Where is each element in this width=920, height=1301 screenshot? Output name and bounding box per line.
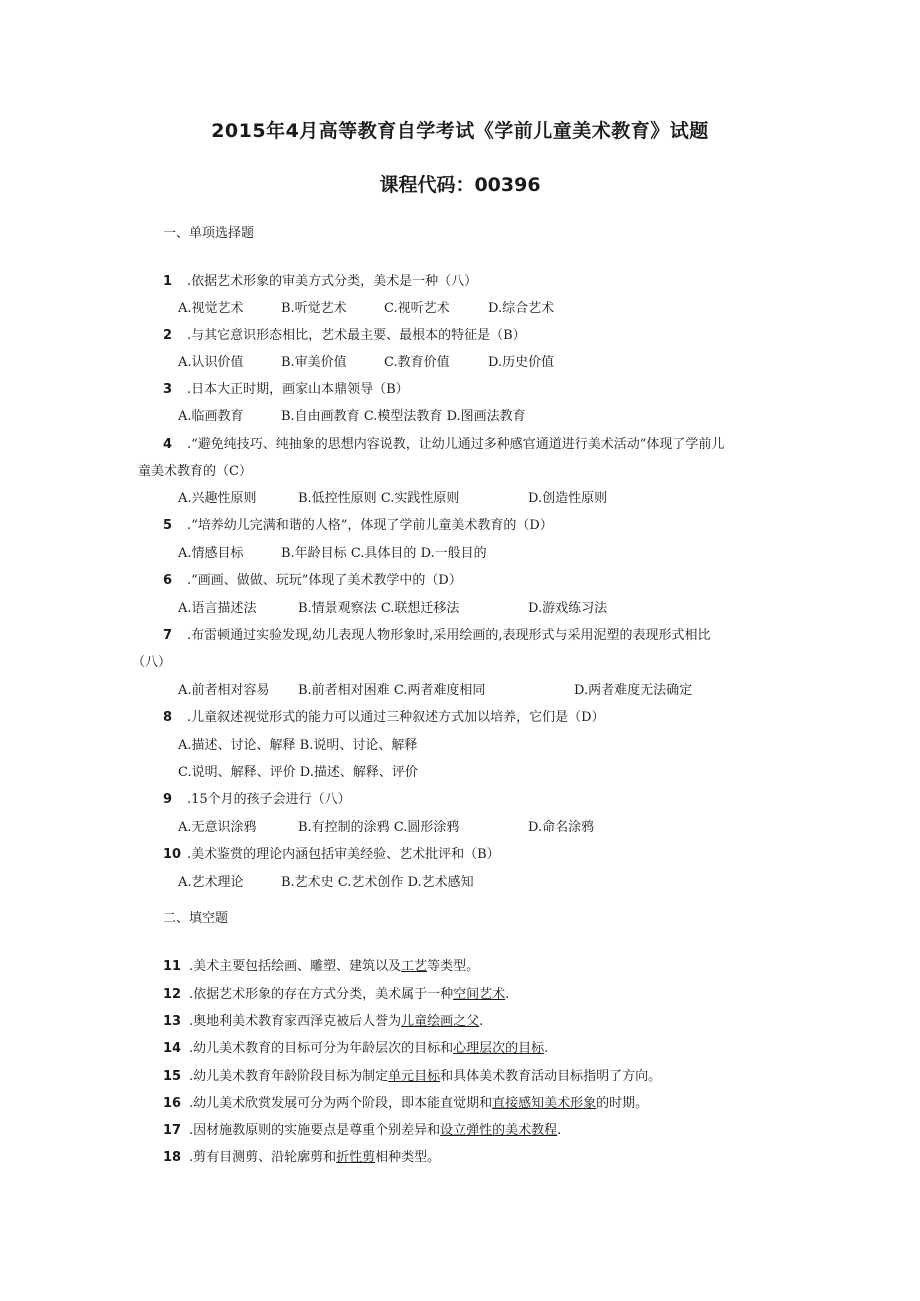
question-text: .幼儿美术教育的目标可分为年龄层次的目标和 [189,1041,454,1056]
option: C.视听艺术 [384,301,450,316]
question-text: .“避免纯技巧、纯抽象的思想内容说教，让幼儿通过多种感官通道进行美术活动”体现了学前儿 [187,437,725,452]
question-number: 12 [163,987,182,1002]
question-number: 15 [163,1069,182,1084]
fill-question-11 [163,955,479,974]
option: D.创造性原则 [528,491,608,506]
option: A.前者相对容易 [178,683,270,698]
answer: 工艺 [401,959,428,974]
question-number: 10 [163,847,182,862]
option: A.视觉艺术 [178,301,244,316]
option: A.临画教育 [178,409,244,424]
answer: 空间艺术 [453,987,506,1002]
question-text: .美术鉴赏的理论内涵包括审美经验、艺术批评和（B） [187,847,500,862]
option: C.说明、解释、评价 D.描述、解释、评价 [178,765,418,780]
question-text: .与其它意识形态相比，艺术最主要、最根本的特征是（B） [187,328,526,343]
option: A.情感目标 [178,546,244,561]
question-number: 16 [163,1096,182,1111]
option: B.自由画教育 C.模型法教育 D.图画法教育 [281,409,526,424]
question-text: .“画画、做做、玩玩”体现了美术教学中的（D） [187,573,462,588]
question-number: 9 [163,792,173,807]
question-number: 13 [163,1014,182,1029]
section-heading-choice: 一、单项选择题 [163,226,255,241]
page-title: 2015年4月高等教育自学考试《学前儿童美术教育》试题 [211,120,709,142]
question-text: .剪有目测剪、沿轮廓剪和 [189,1150,337,1165]
question-1 [163,270,477,289]
question-text: .依据艺术形象的审美方式分类，美术是一种（八） [187,274,478,289]
question-8 [163,706,605,725]
option: A.语言描述法 [178,601,257,616]
question-7 [163,624,711,643]
option: A.无意识涂鸦 [178,820,257,835]
option: A.艺术理论 [178,875,244,890]
question-text: .“培养幼儿完满和谐的人格”，体现了学前儿童美术教育的（D） [187,518,553,533]
option: A.兴趣性原则 [178,491,257,506]
fill-question-16 [163,1092,648,1111]
answer: 儿童绘画之父 [401,1014,480,1029]
course-code: 课程代码：00396 [379,174,541,196]
option: B.审美价值 [281,355,347,370]
question-text: .幼儿美术欣赏发展可分为两个阶段，即本能直觉期和 [189,1096,493,1111]
answer: 设立弹性的美术教程 [440,1123,558,1138]
fill-question-15 [163,1065,661,1084]
question-3 [163,378,409,397]
answer: 单元目标 [388,1069,441,1084]
question-7-continued: （八） [132,655,172,670]
option: D.游戏练习法 [528,601,608,616]
question-9 [163,788,351,807]
question-text: .幼儿美术教育年龄阶段目标为制定 [189,1069,389,1084]
option: B.艺术史 C.艺术创作 D.艺术感知 [281,875,474,890]
question-number: 7 [163,628,173,643]
question-4 [163,433,724,452]
question-text: .日本大正时期，画家山本鼎领导（B） [187,382,409,397]
question-2 [163,324,526,343]
option: C.教育价值 [384,355,450,370]
question-text-end: 相种类型。 [375,1150,441,1165]
answer: 直接感知美术形象 [492,1096,597,1111]
question-number: 2 [163,328,173,343]
option: B.前者相对困难 C.两者难度相同 [298,683,486,698]
section-heading-fill: 二、填空题 [163,911,229,926]
question-number: 18 [163,1150,182,1165]
question-text-end: 和具体美术教育活动目标指明了方向。 [440,1069,662,1084]
fill-question-13 [163,1010,483,1029]
question-text: .布雷顿通过实验发现,幼儿表现人物形象时,采用绘画的,表现形式与采用泥塑的表现形式相比 [187,628,711,643]
option: B.情景观察法 C.联想迁移法 [298,601,460,616]
option: B.听觉艺术 [281,301,347,316]
option: B.有控制的涂鸦 C.圆形涂鸦 [298,820,460,835]
option: D.历史价值 [488,355,555,370]
question-text: .儿童叙述视觉形式的能力可以通过三种叙述方式加以培养，它们是（D） [187,710,605,725]
question-text: .因材施教原则的实施要点是尊重个别差异和 [189,1123,441,1138]
question-text-end: 的时期。 [596,1096,649,1111]
question-text-end: . [557,1123,562,1138]
question-text: .15个月的孩子会进行（八） [187,792,351,807]
option: D.综合艺术 [488,301,555,316]
question-5 [163,514,553,533]
question-text: .依据艺术形象的存在方式分类，美术属于一种 [189,987,454,1002]
question-number: 8 [163,710,173,725]
question-number: 11 [163,959,182,974]
question-text-end: . [479,1014,484,1029]
question-6 [163,569,462,588]
question-text: .美术主要包括绘画、雕塑、建筑以及 [189,959,402,974]
option: D.命名涂鸦 [528,820,595,835]
option: D.两者难度无法确定 [574,683,693,698]
fill-question-14 [163,1037,548,1056]
question-number: 14 [163,1041,182,1056]
question-text-end: . [505,987,510,1002]
question-text: .奥地利美术教育家西泽克被后人誉为 [189,1014,402,1029]
question-number: 6 [163,573,173,588]
question-number: 17 [163,1123,182,1138]
option: A.描述、讨论、解释 B.说明、讨论、解释 [178,738,418,753]
question-4-continued: 童美术教育的（C） [138,464,252,479]
option: B.低控性原则 C.实践性原则 [298,491,460,506]
option: B.年龄目标 C.具体目的 D.一般目的 [281,546,487,561]
fill-question-18 [163,1146,440,1165]
question-text-end: . [544,1041,549,1056]
fill-question-17 [163,1119,561,1138]
answer: 心理层次的目标 [453,1041,545,1056]
question-10 [163,843,500,862]
option: A.认识价值 [178,355,244,370]
answer: 折性剪 [336,1150,376,1165]
question-number: 5 [163,518,173,533]
fill-question-12 [163,983,509,1002]
question-number: 4 [163,437,173,452]
question-number: 3 [163,382,173,397]
question-number: 1 [163,274,173,289]
question-text-end: 等类型。 [427,959,480,974]
